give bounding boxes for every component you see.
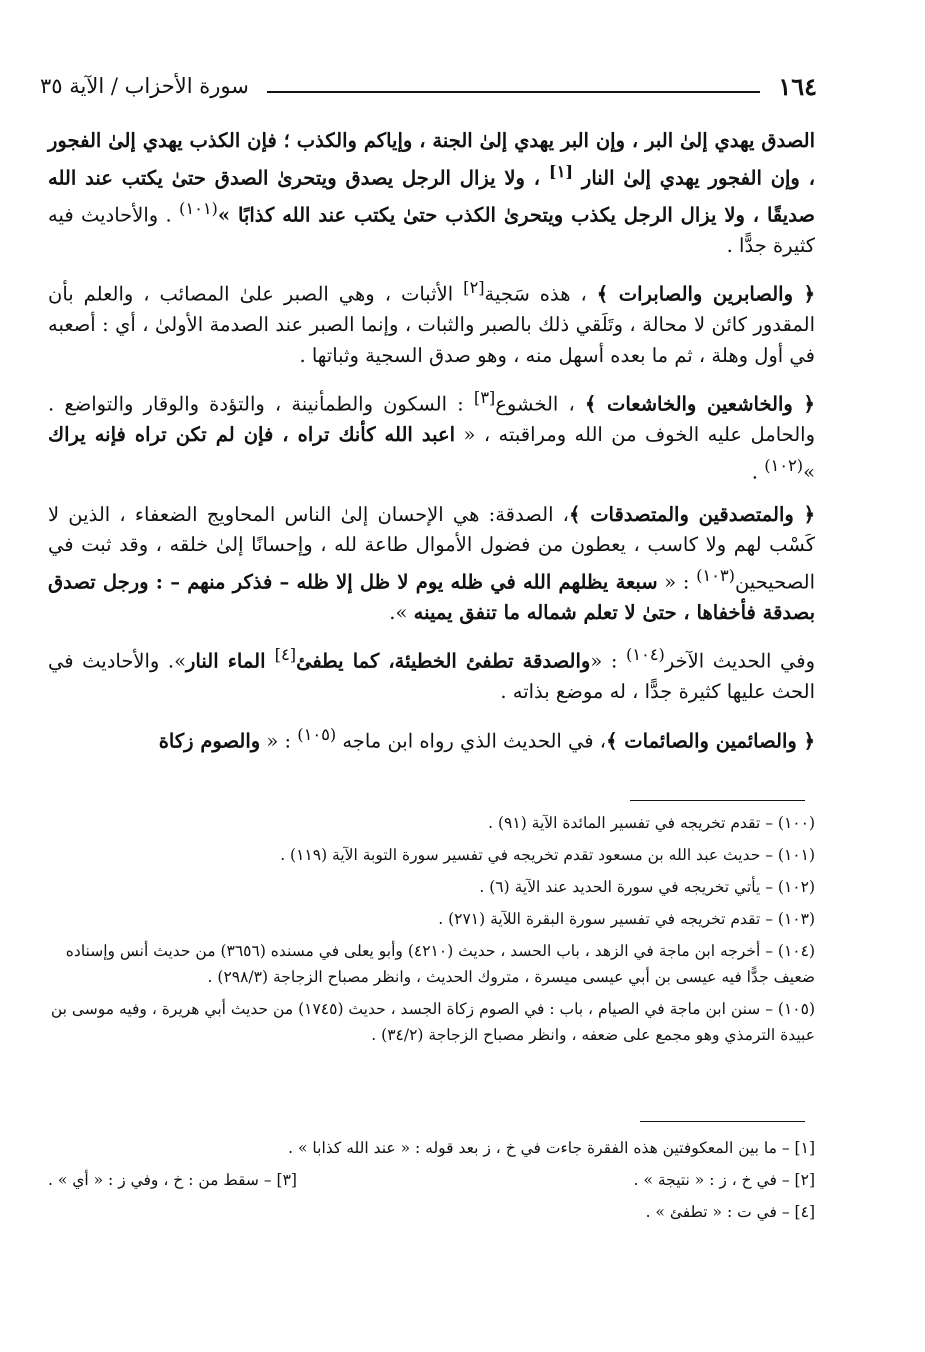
section-heading: ﴿ والمتصدقين والمتصدقات ﴾ bbox=[568, 502, 816, 526]
footnote-105: (١٠٥) – سنن ابن ماجة في الصيام ، باب : في الصوم زكاة الجسد ، حديث (١٧٤٥) من حديث أبي هريرة ، وفيه موسى بن عبيدة الترمذي وهو مجمع على ضعفه ، وانظر مصباح الزجاجة (٣٤/٢) . bbox=[50, 1000, 815, 1044]
footnote-ref: (١٠٢) bbox=[764, 455, 804, 475]
editor-notes-row bbox=[48, 1164, 815, 1196]
footnote-100: (١٠٠) – تقدم تخريجه في تفسير المائدة الآية (٩١) . bbox=[488, 814, 815, 832]
editor-note-ref: [٢] bbox=[463, 278, 485, 297]
editor-note-2: [٢] – في خ ، ز : « نتيجة » . bbox=[633, 1171, 815, 1189]
section-heading: ﴿ والصابرين والصابرات ﴾ bbox=[596, 282, 815, 306]
footnote-ref: (١٠٥) bbox=[297, 724, 337, 744]
footnote-102: (١٠٢) – يأتي تخريجه في سورة الحديد عند الآية (٦) . bbox=[479, 878, 815, 896]
editor-note-ref: [٣] bbox=[473, 388, 496, 407]
page-number: ١٦٤ bbox=[778, 71, 817, 101]
section-heading: ﴿ والصائمين والصائمات ﴾ bbox=[606, 729, 815, 752]
footnote-103: (١٠٣) – تقدم تخريجه في تفسير سورة البقرة اللآية (٢٧١) . bbox=[438, 910, 815, 928]
hadith-quote-end: الماء النار bbox=[186, 649, 275, 673]
paragraph-patient: ﴿ والصابرين والصابرات ﴾ ، هذه سَجية[٢] الأثبات ، وهي الصبر علىٰ المصائب ، والعلم بأن المقدور كائن لا محالة ، وتَلَقي ذلك بالصبر والثبات ، وإنما الصبر عند الصدمة الأولىٰ ، أي : أصعبه في أول وهلة ، ثم ما بعده أسهل منه ، وهو صدق السجية وثباتها . bbox=[48, 278, 815, 367]
main-text bbox=[48, 126, 815, 769]
paragraph-humble: ﴿ والخاشعين والخاشعات ﴾ ، الخشوع[٣] : السكون والطمأنينة ، والتؤدة والوقار والتواضع . والحامل عليه الخوف من الله ومراقبته ، « اعبد الله كأنك تراه ، فإن لم تكن تراه فإنه يراك »$^{(١٠٢)}$ . bbox=[48, 388, 816, 483]
footnote-ref: (١٠١) bbox=[179, 198, 218, 218]
editor-notes-divider bbox=[640, 1121, 805, 1122]
editor-note-ref: [١] bbox=[548, 161, 574, 181]
footnote-ref: (١٠٣) bbox=[696, 565, 735, 585]
page-header bbox=[40, 66, 817, 106]
footnote-101: (١٠١) – حديث عبد الله بن مسعود تقدم تخريجه في تفسير سورة التوبة الآية (١١٩) . bbox=[280, 846, 815, 864]
hadith-quote: اعبد الله كأنك تراه ، فإن لم تكن تراه فإنه يراك bbox=[48, 423, 456, 446]
editor-note-ref: [٤] bbox=[274, 645, 297, 664]
hadith-quote: والصوم زكاة bbox=[158, 729, 261, 752]
footnote-104: (١٠٤) – أخرجه ابن ماجة في الزهد ، باب الحسد ، حديث (٤٢١٠) وأبو يعلى في مسنده (٣٦٥٦) من حديث أنس وإسناده ضعيف جدًّا فيه عيسى بن أبي عيسى ميسرة ، متروك الحديث ، وانظر مصباح الزجاجة (٢٩٨/٣) . bbox=[65, 942, 815, 986]
paragraph-charitable: ﴿ والمتصدقين والمتصدقات ﴾، الصدقة: هي الإحسان إلىٰ الناس المحاويج الضعفاء ، الذين لا كَسْب لهم ولا كاسب ، يعطون من فضول الأموال طاعة لله ، وإحسانًا إلىٰ خلقه ، وقد ثبت في الصحيحين$^{(١٠٣)}$ : « سبعة يظلهم الله في ظله يوم لا ظل إلا ظله – فذكر منهم – : ورجل تصدق بصدقة فأخفاها ، حتىٰ لا تعلم شماله ما تنفق يمينه ». bbox=[48, 502, 816, 624]
footnote-divider bbox=[630, 800, 805, 801]
hadith-quote: سبعة يظلهم الله في ظله يوم لا ظل إلا ظله – فذكر منهم – : ورجل تصدق بصدقة فأخفاها ، حتىٰ لا تعلم شماله ما تنفق يمينه bbox=[48, 570, 815, 624]
paragraph-hadith-truthfulness: الصدق يهدي إلىٰ البر ، وإن البر يهدي إلىٰ الجنة ، وإياكم والكذب ؛ فإن الكذب يهدي إلىٰ الفجور ، وإن الفجور يهدي إلىٰ النار [١] ، ولا يزال الرجل يصدق ويتحرىٰ الصدق حتىٰ يكتب عند الله صديقًا ، ولا يزال الرجل يكذب ويتحرىٰ الكذب حتىٰ يكتب عند الله كذابًا »$^{(١٠١)}$ . والأحاديث فيه كثيرة جدًّا . bbox=[48, 129, 815, 257]
editor-note-1: [١] – ما بين المعكوفتين هذه الفقرة جاءت في خ ، ز بعد قوله : « عند الله كذابا » . bbox=[288, 1139, 815, 1157]
footnote-ref: (١٠٤) bbox=[625, 645, 665, 664]
footnotes bbox=[48, 810, 815, 1054]
editor-note-4: [٤] – في ت : « تطفئ » . bbox=[645, 1203, 815, 1221]
running-title: سورة الأحزاب / الآية ٣٥ bbox=[40, 74, 249, 98]
editor-note-3: [٣] – سقط من : خ ، وفي ز : « أي » . bbox=[48, 1171, 297, 1189]
section-heading: ﴿ والخاشعين والخاشعات ﴾ bbox=[584, 392, 815, 416]
hadith-quote: والصدقة تطفئ الخطيئة، كما يطفئ bbox=[296, 649, 591, 673]
paragraph-charity-hadith: وفي الحديث الآخر$^{(١٠٤)}$ : «والصدقة تطفئ الخطيئة، كما يطفئ[٤] الماء النار». والأحاديث في الحث عليها كثيرة جدًّا ، له موضع بذاته . bbox=[48, 645, 816, 703]
editor-notes bbox=[48, 1132, 815, 1228]
header-rule bbox=[267, 91, 761, 93]
paragraph-fasting: ﴿ والصائمين والصائمات ﴾، في الحديث الذي رواه ابن ماجه $^{(١٠٥)}$ : « والصوم زكاة bbox=[158, 724, 815, 752]
